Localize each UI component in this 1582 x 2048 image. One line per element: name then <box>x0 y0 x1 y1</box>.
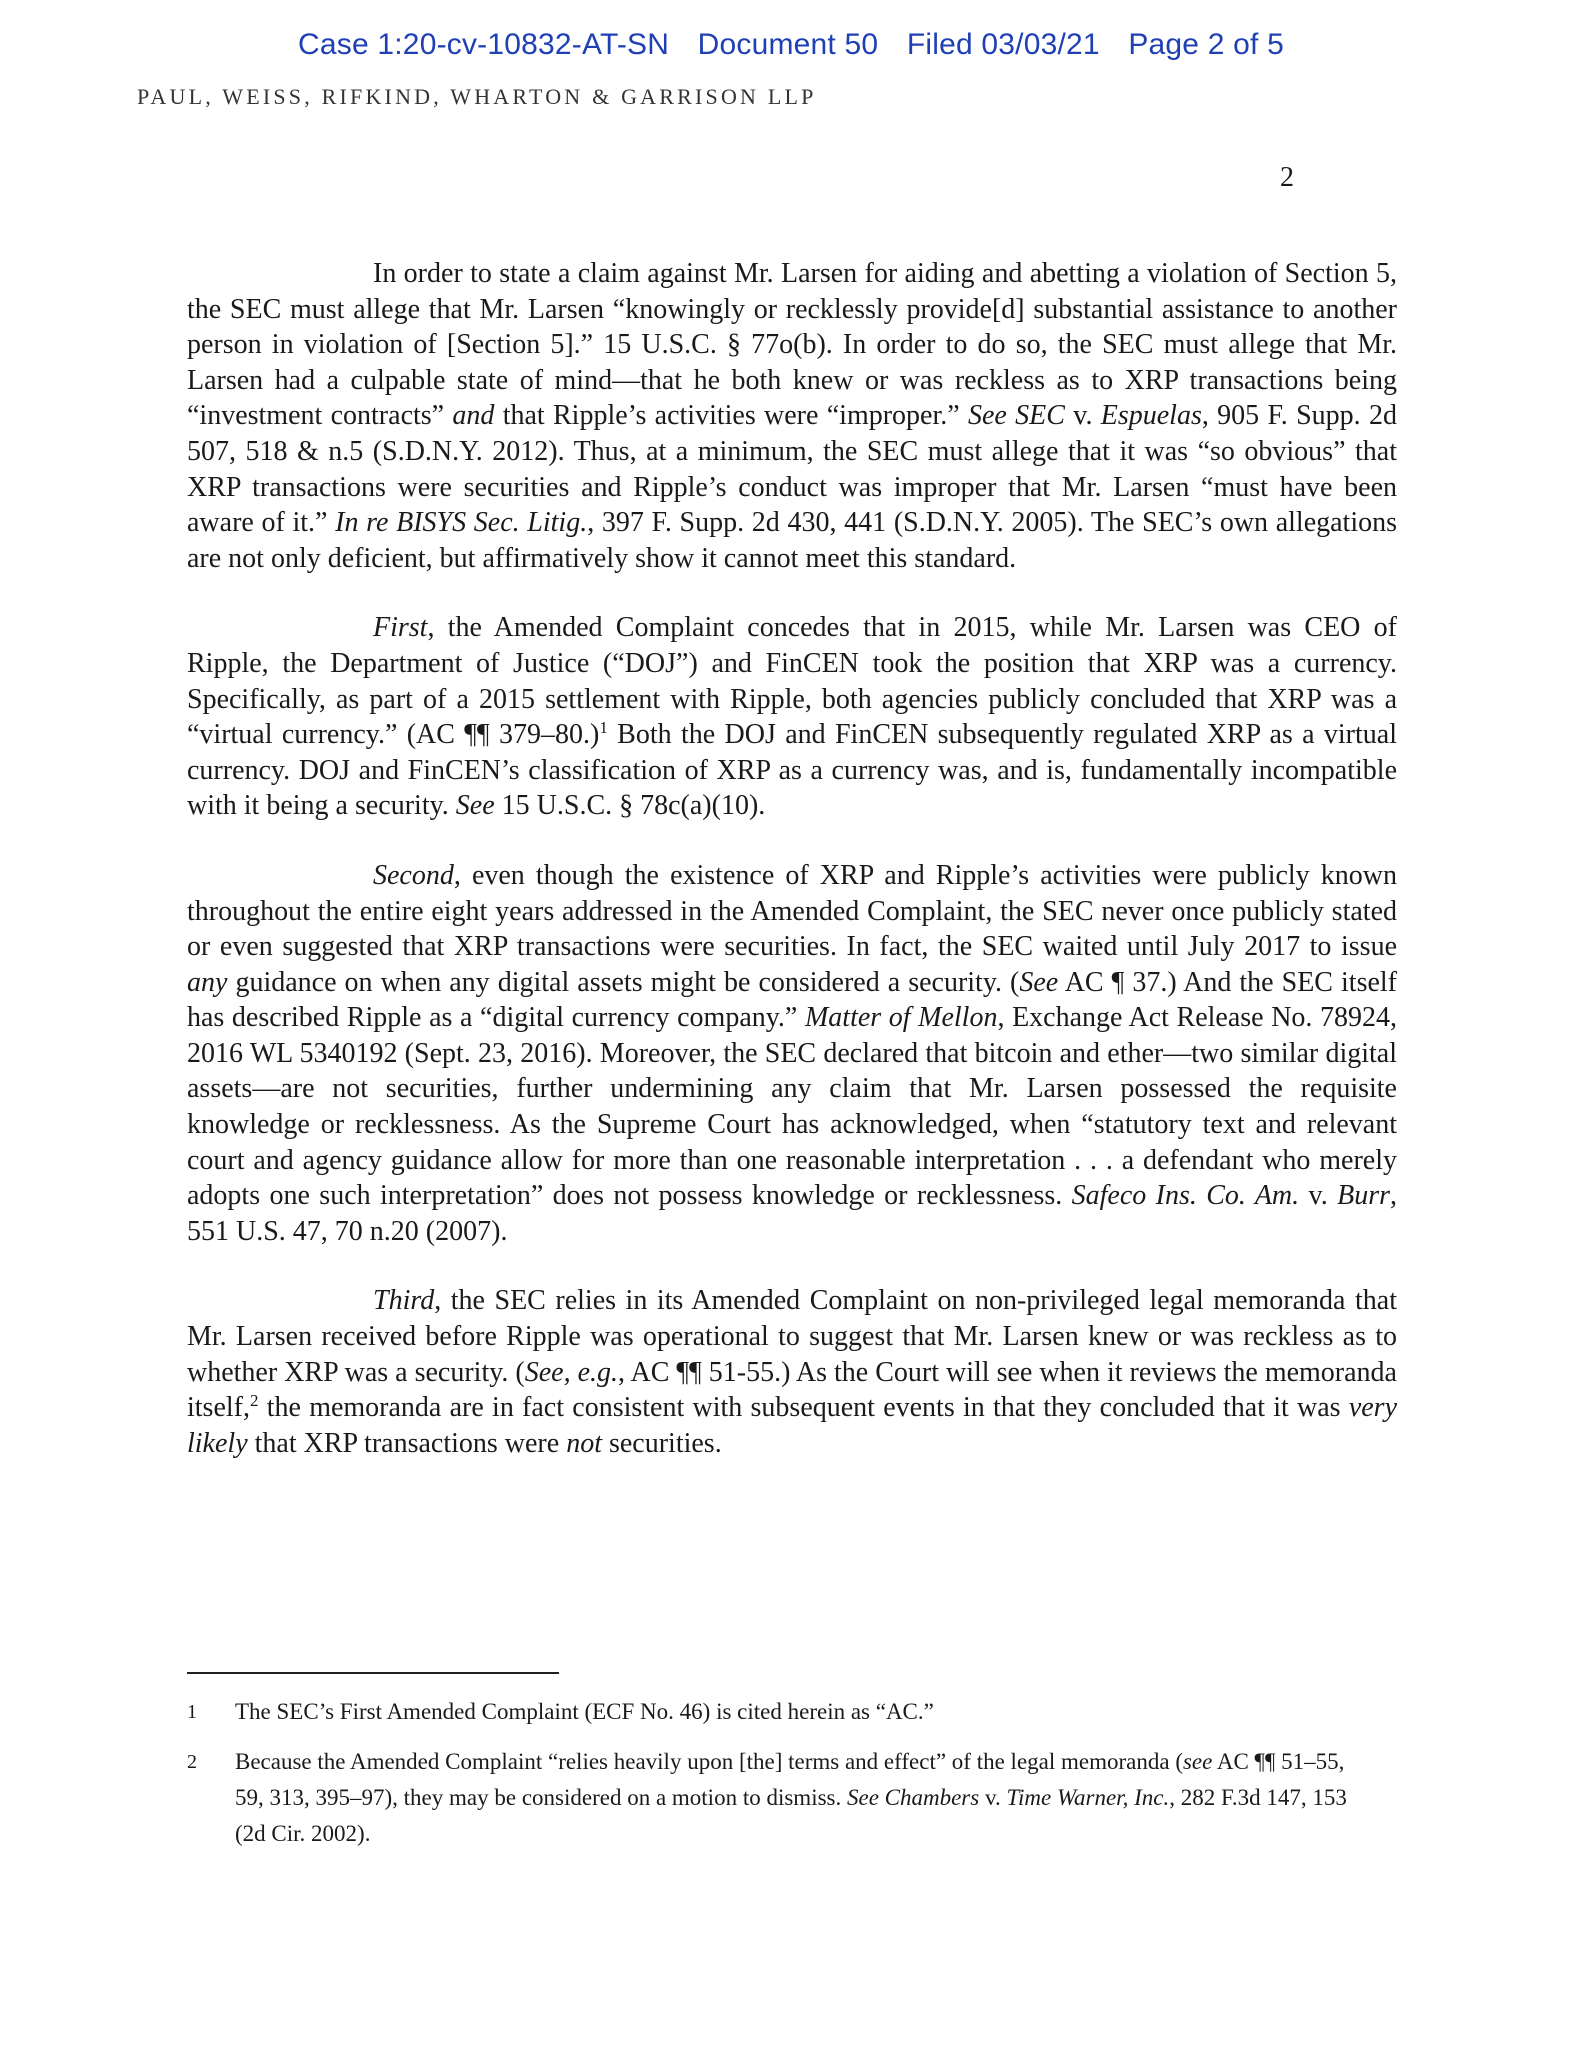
text-run: , 905 F. Supp. 2d 507, 518 & n.5 (S.D.N.Y. 2012). Thus, at a minimum, the SEC must allege that it was “so obvious” that XRP transactions were securities and Ripple’s conduct was improper that Mr. Larsen “must have been aware of it.” <box>187 400 1397 539</box>
text-run: securities. <box>601 1427 722 1459</box>
text-run: , the SEC relies in its Amended Complaint on non-privileged legal memoranda that Mr. Larsen received before Ripple was operational to suggest that Mr. Larsen knew or was reckless as to whether XRP was a security. ( <box>187 1285 1397 1388</box>
text-run: , 282 F.3d 147, 153 (2d Cir. 2002). <box>235 1785 1347 1846</box>
footnote-separator <box>187 1672 559 1674</box>
text-run: , AC ¶¶ 51-55.) As the Court will see when it reviews the memoranda itself, <box>187 1356 1397 1424</box>
italic-run: Second <box>373 859 454 891</box>
case-citation: See Chambers <box>846 1785 980 1810</box>
italic-run: See <box>455 790 495 822</box>
footnote-1 <box>187 1694 1347 1730</box>
italic-run: and <box>452 400 495 432</box>
case-citation: Safeco Ins. Co. Am. <box>1071 1180 1300 1212</box>
case-citation: See SEC <box>968 400 1065 432</box>
text-run: AC ¶ 37.) And the SEC itself has described Ripple as a “digital currency company.” <box>187 966 1397 1034</box>
text-run: v. <box>979 1785 1007 1810</box>
footnote-ref-2[interactable]: 2 <box>250 1391 259 1411</box>
text-run: , Exchange Act Release No. 78924, 2016 WL 5340192 (Sept. 23, 2016). Moreover, the SEC declared that bitcoin and ether—two similar digital assets—are not securities, further undermining any claim that Mr. Larsen possessed the requisite knowledge or recklessness. As the Supreme Court has acknowledged, when “statutory text and relevant court and agency guidance allow for more than one reasonable interpretation . . . a defendant who merely adopts one such interpretation” does not possess knowledge or recklessness. <box>187 1002 1398 1212</box>
italic-run: See, e.g. <box>524 1356 619 1388</box>
court-filing-stamp <box>0 28 1582 62</box>
footnote-text: The SEC’s First Amended Complaint (ECF No. 46) is cited herein as “AC.” <box>235 1699 934 1724</box>
text-run: the memoranda are in fact consistent with subsequent events in that they concluded that it was <box>258 1392 1349 1424</box>
case-citation: Time Warner, Inc. <box>1006 1785 1170 1810</box>
paragraph-4 <box>187 1283 1397 1461</box>
case-citation: In re BISYS Sec. Litig. <box>335 507 588 539</box>
text-run: , the Amended Complaint concedes that in 2015, while Mr. Larsen was CEO of Ripple, the Department of Justice (“DOJ”) and FinCEN took the position that XRP was a currency. Specifically, as part of a 2015 settlement with Ripple, both agencies publicly concluded that XRP was a “virtual currency.” (AC ¶¶ 379–80.) <box>187 612 1397 751</box>
case-citation: Espuelas <box>1100 400 1202 432</box>
paragraph-1 <box>187 256 1397 576</box>
italic-run: not <box>566 1427 602 1459</box>
text-run: v. <box>1299 1180 1338 1212</box>
text-run: 15 U.S.C. § 78c(a)(10). <box>494 790 766 822</box>
text-run: , even though the existence of XRP and Ripple’s activities were publicly known throughout the entire eight years addressed in the Amended Complaint, the SEC never once publicly stated or even suggested that XRP transactions were securities. In fact, the SEC waited until July 2017 to issue <box>187 859 1397 963</box>
footnote-2 <box>187 1744 1347 1852</box>
text-run: Because the Amended Complaint “relies heavily upon [the] terms and effect” of the legal memoranda ( <box>235 1749 1183 1774</box>
case-number: Case 1:20-cv-10832-AT-SN <box>298 28 670 61</box>
filed-date: Filed 03/03/21 <box>906 28 1100 61</box>
text-run: , 551 U.S. 47, 70 n.20 (2007). <box>187 1180 1397 1247</box>
italic-run: see <box>1182 1749 1213 1774</box>
text-run: In order to state a claim against Mr. Larsen for aiding and abetting a violation of Section 5, the SEC must allege that Mr. Larsen “knowingly or recklessly provide[d] substantial assistance to another person in violation of [Section 5].” 15 U.S.C. § 77o(b). In order to do so, the SEC must allege that Mr. Larsen had a culpable state of mind—that he both knew or was reckless as to XRP transactions being “investment contracts” <box>187 258 1397 432</box>
letter-body <box>187 256 1397 1495</box>
footnote-number: 1 <box>187 1701 197 1723</box>
text-run: AC ¶¶ 51–55, 59, 313, 395–97), they may be considered on a motion to dismiss. <box>235 1749 1345 1810</box>
footnotes <box>187 1694 1347 1866</box>
text-run: that Ripple’s activities were “improper.” <box>494 400 968 432</box>
case-citation: Matter of Mellon <box>804 1002 998 1034</box>
case-citation: Burr <box>1337 1180 1390 1212</box>
page-number: 2 <box>1280 162 1294 193</box>
italic-run: Third <box>373 1285 435 1317</box>
text-run: Both the DOJ and FinCEN subsequently regulated XRP as a virtual currency. DOJ and FinCEN’s classification of XRP as a currency was, and is, fundamentally incompatible with it being a security. <box>187 719 1397 822</box>
footnote-ref-1[interactable]: 1 <box>599 718 608 738</box>
footnote-number: 2 <box>187 1751 197 1773</box>
paragraph-2 <box>187 610 1397 824</box>
document-number: Document 50 <box>697 28 879 61</box>
firm-letterhead: PAUL, WEISS, RIFKIND, WHARTON & GARRISON LLP <box>137 84 817 109</box>
italic-run: very likely <box>187 1392 1397 1459</box>
text-run: , 397 F. Supp. 2d 430, 441 (S.D.N.Y. 2005). The SEC’s own allegations are not only deficient, but affirmatively show it cannot meet this standard. <box>187 507 1398 574</box>
italic-run: any <box>187 966 228 998</box>
italic-run: First <box>373 612 428 644</box>
paragraph-3 <box>187 858 1397 1250</box>
page-of-pages: Page 2 of 5 <box>1128 28 1284 61</box>
text-run: guidance on when any digital assets might be considered a security. ( <box>227 966 1020 998</box>
text-run: v. <box>1064 400 1101 432</box>
footnote-text <box>235 1744 1347 1852</box>
italic-run: See <box>1019 966 1059 998</box>
text-run: that XRP transactions were <box>247 1427 567 1459</box>
